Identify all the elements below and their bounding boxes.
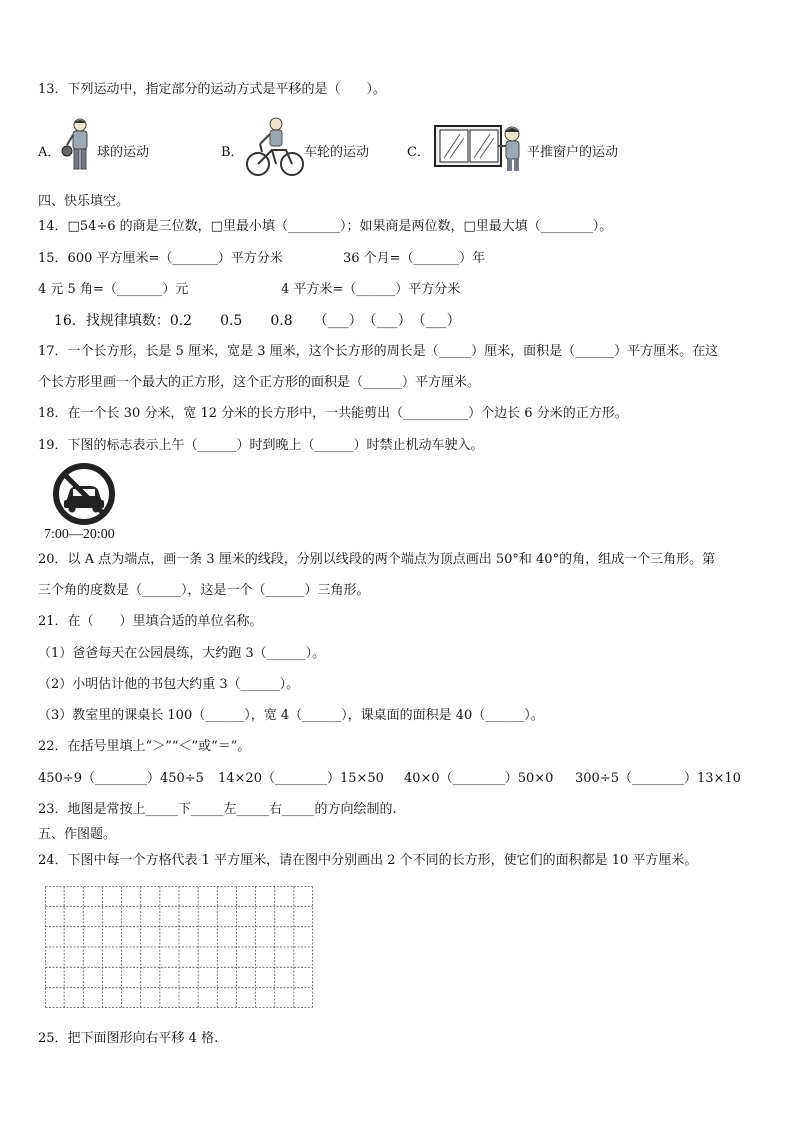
- q13-option-b[interactable]: [221, 141, 244, 160]
- q22-item-3: 40×0（________）50×0: [404, 771, 554, 786]
- q24: 24．下图中每一个方格代表 1 平方厘米，请在图中分别画出 2 个不同的长方形，使它们的面积都是 10 平方厘米。: [38, 853, 698, 868]
- q25: 25．把下面图形向右平移 4 格.: [38, 1031, 219, 1046]
- q14: 14．□54÷6 的商是三位数，□里最小填（________）；如果商是两位数，□里最大填（________）。: [38, 219, 613, 234]
- q15-d: 4 平方米=（______）平方分米: [281, 282, 461, 297]
- q15-b: 36 个月=（_______）年: [343, 251, 486, 266]
- option-a-letter: A．: [38, 145, 61, 160]
- section-4-heading: 四、快乐填空。: [38, 194, 130, 209]
- option-b-letter: B．: [221, 145, 244, 160]
- q21-item-2: （2）小明估计他的书包大约重 3（______）。: [38, 677, 300, 692]
- q21-stem: 21．在（ ）里填合适的单位名称。: [38, 614, 263, 629]
- q16: 16．找规律填数：0.2 0.5 0.8 （___） （___） （___）: [54, 313, 461, 329]
- q21-item-3: （3）教室里的课桌长 100（______），宽 4（______），课桌面的面积是 40（______）。: [38, 708, 544, 723]
- q20-line1: 20．以 A 点为端点，画一条 3 厘米的线段，分别以线段的两个端点为顶点画出 50°和 40°的角，组成一个三角形。第: [38, 552, 716, 567]
- q15-a: 15．600 平方厘米=（_______）平方分米: [38, 251, 283, 266]
- option-a-text: 球的运动: [97, 145, 150, 160]
- q22-item-4: 300÷5（________）13×10: [575, 771, 741, 786]
- q18: 18．在一个长 30 分米，宽 12 分米的长方形中，一共能剪出（__________）个边长 6 分米的正方形。: [38, 406, 628, 421]
- q22-item-2: 14×20（________）15×50: [218, 771, 384, 786]
- q17-line1: 17．一个长方形，长是 5 厘米，宽是 3 厘米，这个长方形的周长是（_____）厘米，面积是（______）平方厘米。在这: [38, 344, 719, 359]
- bicycle-rider-figure: [246, 116, 304, 178]
- q19-stem: 19．下图的标志表示上午（______）时到晚上（______）时禁止机动车驶入。: [38, 438, 484, 453]
- q23: 23．地图是常按上_____下_____左_____右_____的方向绘制的.: [38, 802, 397, 817]
- option-b-text: 车轮的运动: [304, 145, 370, 160]
- section-5-heading: 五、作图题。: [38, 827, 117, 842]
- window-pushing-figure: [434, 124, 526, 172]
- q22-stem: 22．在括号里填上“＞”“＜”或“＝”。: [38, 739, 251, 754]
- q22-item-1: 450÷9（________）450÷5: [38, 771, 204, 786]
- boy-with-ball-figure: [58, 117, 98, 173]
- q13-option-c[interactable]: [407, 141, 430, 160]
- q21-item-1: （1）爸爸每天在公园晨练，大约跑 3（______）。: [38, 646, 326, 661]
- q15-c: 4 元 5 角=（_______）元: [38, 282, 189, 297]
- q20-line2: 三个角的度数是（______），这是一个（______）三角形。: [38, 583, 370, 598]
- square-grid[interactable]: [45, 886, 313, 1008]
- sign-time-caption: 7:00—20:00: [44, 527, 115, 542]
- q17-line2: 个长方形里画一个最大的正方形，这个正方形的面积是（______）平方厘米。: [38, 375, 481, 390]
- q13-stem: 13．下列运动中，指定部分的运动方式是平移的是（ ）。: [38, 82, 387, 97]
- option-c-letter: C．: [407, 145, 430, 160]
- option-c-text: 平推窗户的运动: [527, 145, 619, 160]
- no-motor-vehicles-sign-icon: [52, 462, 118, 526]
